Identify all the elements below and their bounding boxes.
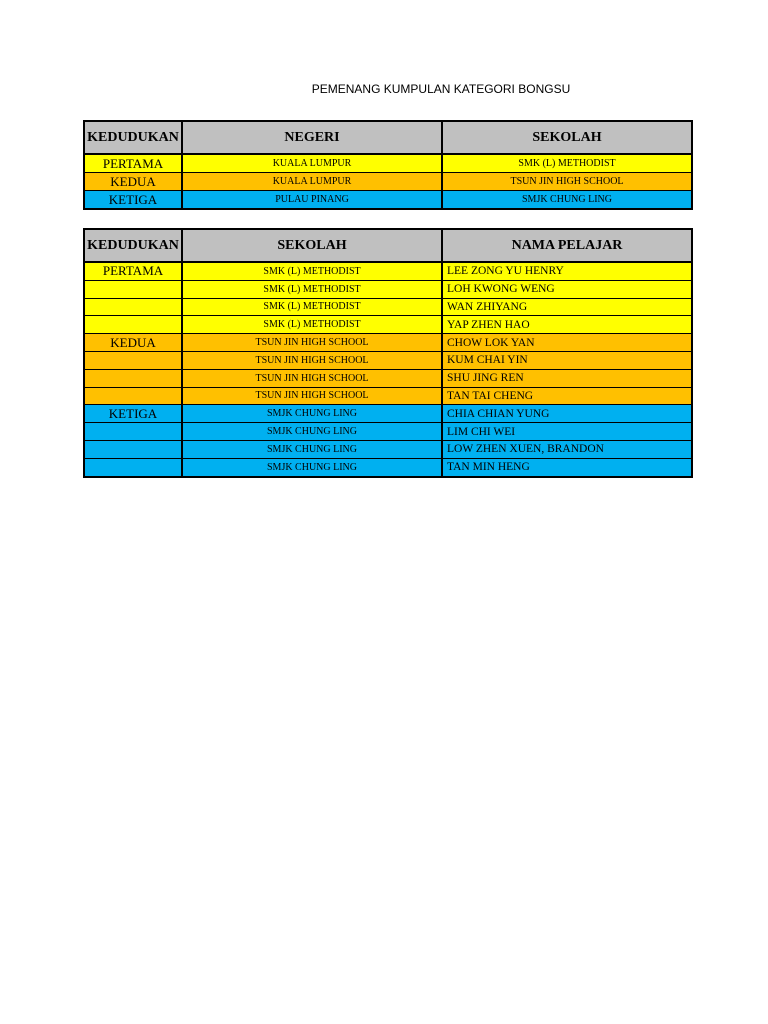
- rank-cell: [84, 440, 182, 458]
- table-row: [84, 369, 692, 387]
- sekolah-cell: TSUN JIN HIGH SCHOOL: [182, 387, 442, 405]
- table-row: [84, 316, 692, 334]
- sekolah-cell: TSUN JIN HIGH SCHOOL: [442, 173, 692, 191]
- nama-cell: TAN MIN HENG: [442, 458, 692, 476]
- nama-cell: YAP ZHEN HAO: [442, 316, 692, 334]
- nama-cell: LIM CHI WEI: [442, 423, 692, 441]
- negeri-cell: KUALA LUMPUR: [182, 154, 442, 173]
- sekolah-cell: TSUN JIN HIGH SCHOOL: [182, 334, 442, 352]
- table-row: [84, 440, 692, 458]
- rank-cell: KEDUA: [84, 173, 182, 191]
- results-table-pelajar: [83, 228, 693, 478]
- rank-cell: [84, 280, 182, 298]
- sekolah-cell: SMK (L) METHODIST: [442, 154, 692, 173]
- rank-cell: [84, 351, 182, 369]
- nama-cell: WAN ZHIYANG: [442, 298, 692, 316]
- table-row: [84, 262, 692, 280]
- sekolah-cell: TSUN JIN HIGH SCHOOL: [182, 351, 442, 369]
- nama-cell: LEE ZONG YU HENRY: [442, 262, 692, 280]
- nama-cell: TAN TAI CHENG: [442, 387, 692, 405]
- rank-cell: KETIGA: [84, 191, 182, 210]
- rank-cell: PERTAMA: [84, 154, 182, 173]
- table-row: [84, 458, 692, 476]
- sekolah-cell: SMK (L) METHODIST: [182, 316, 442, 334]
- sekolah-cell: TSUN JIN HIGH SCHOOL: [182, 369, 442, 387]
- sekolah-cell: SMJK CHUNG LING: [182, 423, 442, 441]
- table-row: [84, 405, 692, 423]
- table-row: [84, 154, 692, 173]
- table-row: [84, 191, 692, 210]
- table-header-row: [84, 121, 692, 154]
- rank-cell: KEDUA: [84, 334, 182, 352]
- header-kedudukan: KEDUDUKAN: [84, 121, 182, 154]
- negeri-cell: PULAU PINANG: [182, 191, 442, 210]
- sekolah-cell: SMK (L) METHODIST: [182, 262, 442, 280]
- header-kedudukan: KEDUDUKAN: [84, 229, 182, 262]
- nama-cell: LOW ZHEN XUEN, BRANDON: [442, 440, 692, 458]
- table-row: [84, 423, 692, 441]
- rank-cell: [84, 423, 182, 441]
- sekolah-cell: SMK (L) METHODIST: [182, 298, 442, 316]
- table-row: [84, 298, 692, 316]
- table-row: [84, 351, 692, 369]
- rank-cell: KETIGA: [84, 405, 182, 423]
- header-negeri: NEGERI: [182, 121, 442, 154]
- sekolah-cell: SMJK CHUNG LING: [182, 458, 442, 476]
- table-row: [84, 334, 692, 352]
- nama-cell: SHU JING REN: [442, 369, 692, 387]
- results-table-negeri: [83, 120, 693, 210]
- header-nama-pelajar: NAMA PELAJAR: [442, 229, 692, 262]
- nama-cell: CHOW LOK YAN: [442, 334, 692, 352]
- table-row: [84, 173, 692, 191]
- sekolah-cell: SMJK CHUNG LING: [182, 405, 442, 423]
- rank-cell: PERTAMA: [84, 262, 182, 280]
- rank-cell: [84, 387, 182, 405]
- table-row: [84, 387, 692, 405]
- sekolah-cell: SMJK CHUNG LING: [442, 191, 692, 210]
- header-sekolah: SEKOLAH: [182, 229, 442, 262]
- rank-cell: [84, 369, 182, 387]
- nama-cell: KUM CHAI YIN: [442, 351, 692, 369]
- rank-cell: [84, 458, 182, 476]
- table-header-row: [84, 229, 692, 262]
- header-sekolah: SEKOLAH: [442, 121, 692, 154]
- sekolah-cell: SMK (L) METHODIST: [182, 280, 442, 298]
- rank-cell: [84, 298, 182, 316]
- nama-cell: LOH KWONG WENG: [442, 280, 692, 298]
- table-row: [84, 280, 692, 298]
- negeri-cell: KUALA LUMPUR: [182, 173, 442, 191]
- sekolah-cell: SMJK CHUNG LING: [182, 440, 442, 458]
- rank-cell: [84, 316, 182, 334]
- page-title: PEMENANG KUMPULAN KATEGORI BONGSU: [311, 82, 571, 96]
- nama-cell: CHIA CHIAN YUNG: [442, 405, 692, 423]
